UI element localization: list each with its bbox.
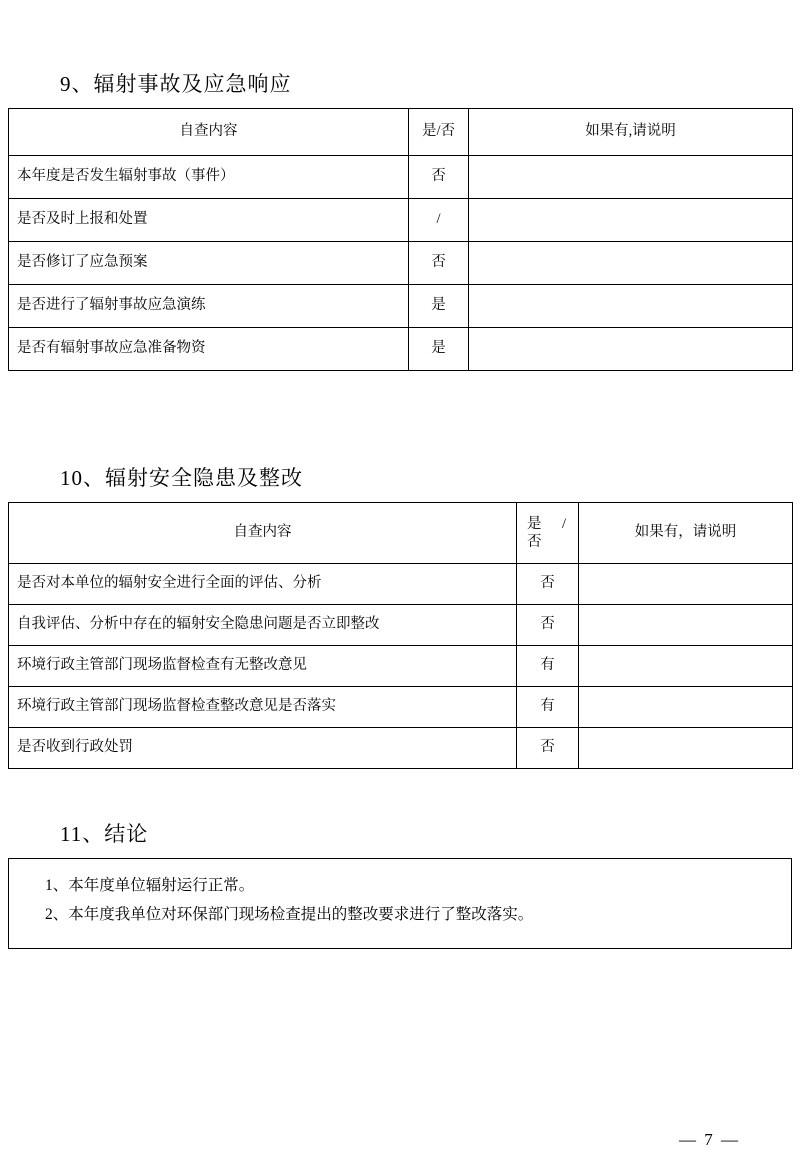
column-header-yes-no (517, 503, 579, 564)
header-no-label: 否 (527, 534, 542, 550)
table-row (9, 687, 793, 728)
column-header-note: 如果有,请说明 (469, 109, 793, 156)
header-slash: / (561, 515, 566, 532)
row-answer: / (409, 199, 469, 242)
row-item: 是否有辐射事故应急准备物资 (9, 328, 409, 371)
column-header-note: 如果有，请说明 (579, 503, 793, 564)
row-item: 是否进行了辐射事故应急演练 (9, 285, 409, 328)
section10-title: 10、辐射安全隐患及整改 (60, 466, 303, 490)
row-answer: 是 (409, 328, 469, 371)
row-answer: 是 (409, 285, 469, 328)
row-item: 是否及时上报和处置 (9, 199, 409, 242)
row-item: 环境行政主管部门现场监督检查整改意见是否落实 (9, 687, 517, 728)
row-answer: 有 (517, 687, 579, 728)
section9-table (8, 108, 793, 371)
conclusion-line: 2、本年度我单位对环保部门现场检查提出的整改要求进行了整改落实。 (45, 906, 534, 924)
conclusion-line: 1、本年度单位辐射运行正常。 (45, 877, 255, 894)
row-item: 是否对本单位的辐射安全进行全面的评估、分析 (9, 564, 517, 605)
row-answer: 有 (517, 646, 579, 687)
row-note (469, 285, 793, 328)
table-header-row (9, 109, 793, 156)
table-header-row (9, 503, 793, 564)
row-answer: 否 (409, 156, 469, 199)
table-row (9, 605, 793, 646)
section10-table (8, 502, 793, 769)
row-item: 是否修订了应急预案 (9, 242, 409, 285)
table-row (9, 156, 793, 199)
row-answer: 否 (409, 242, 469, 285)
column-header-answer: 是/否 (409, 109, 469, 156)
row-item: 环境行政主管部门现场监督检查有无整改意见 (9, 646, 517, 687)
section-hazard-rectification (8, 462, 792, 769)
page-number: — 7 — (679, 1130, 740, 1149)
column-header-item: 自查内容 (9, 109, 409, 156)
column-header-item: 自查内容 (9, 503, 517, 564)
row-note (579, 728, 793, 769)
row-note (469, 199, 793, 242)
table-row (9, 564, 793, 605)
conclusion-box (8, 858, 792, 949)
row-answer: 否 (517, 605, 579, 646)
row-answer: 否 (517, 564, 579, 605)
table-row (9, 646, 793, 687)
row-item: 自我评估、分析中存在的辐射安全隐患问题是否立即整改 (9, 605, 517, 646)
table-row (9, 199, 793, 242)
header-yes-label: 是 (527, 515, 542, 532)
row-answer: 否 (517, 728, 579, 769)
section-conclusion (8, 818, 792, 949)
row-note (469, 328, 793, 371)
row-item: 是否收到行政处罚 (9, 728, 517, 769)
table-row (9, 285, 793, 328)
row-note (579, 687, 793, 728)
row-note (579, 605, 793, 646)
row-item: 本年度是否发生辐射事故（事件） (9, 156, 409, 199)
section9-title: 9、辐射事故及应急响应 (60, 72, 292, 96)
section11-title: 11、结论 (60, 822, 149, 846)
row-note (579, 646, 793, 687)
row-note (469, 242, 793, 285)
table-row (9, 242, 793, 285)
table-row (9, 328, 793, 371)
row-note (469, 156, 793, 199)
section-radiation-accident (8, 68, 792, 371)
row-note (579, 564, 793, 605)
table-row (9, 728, 793, 769)
